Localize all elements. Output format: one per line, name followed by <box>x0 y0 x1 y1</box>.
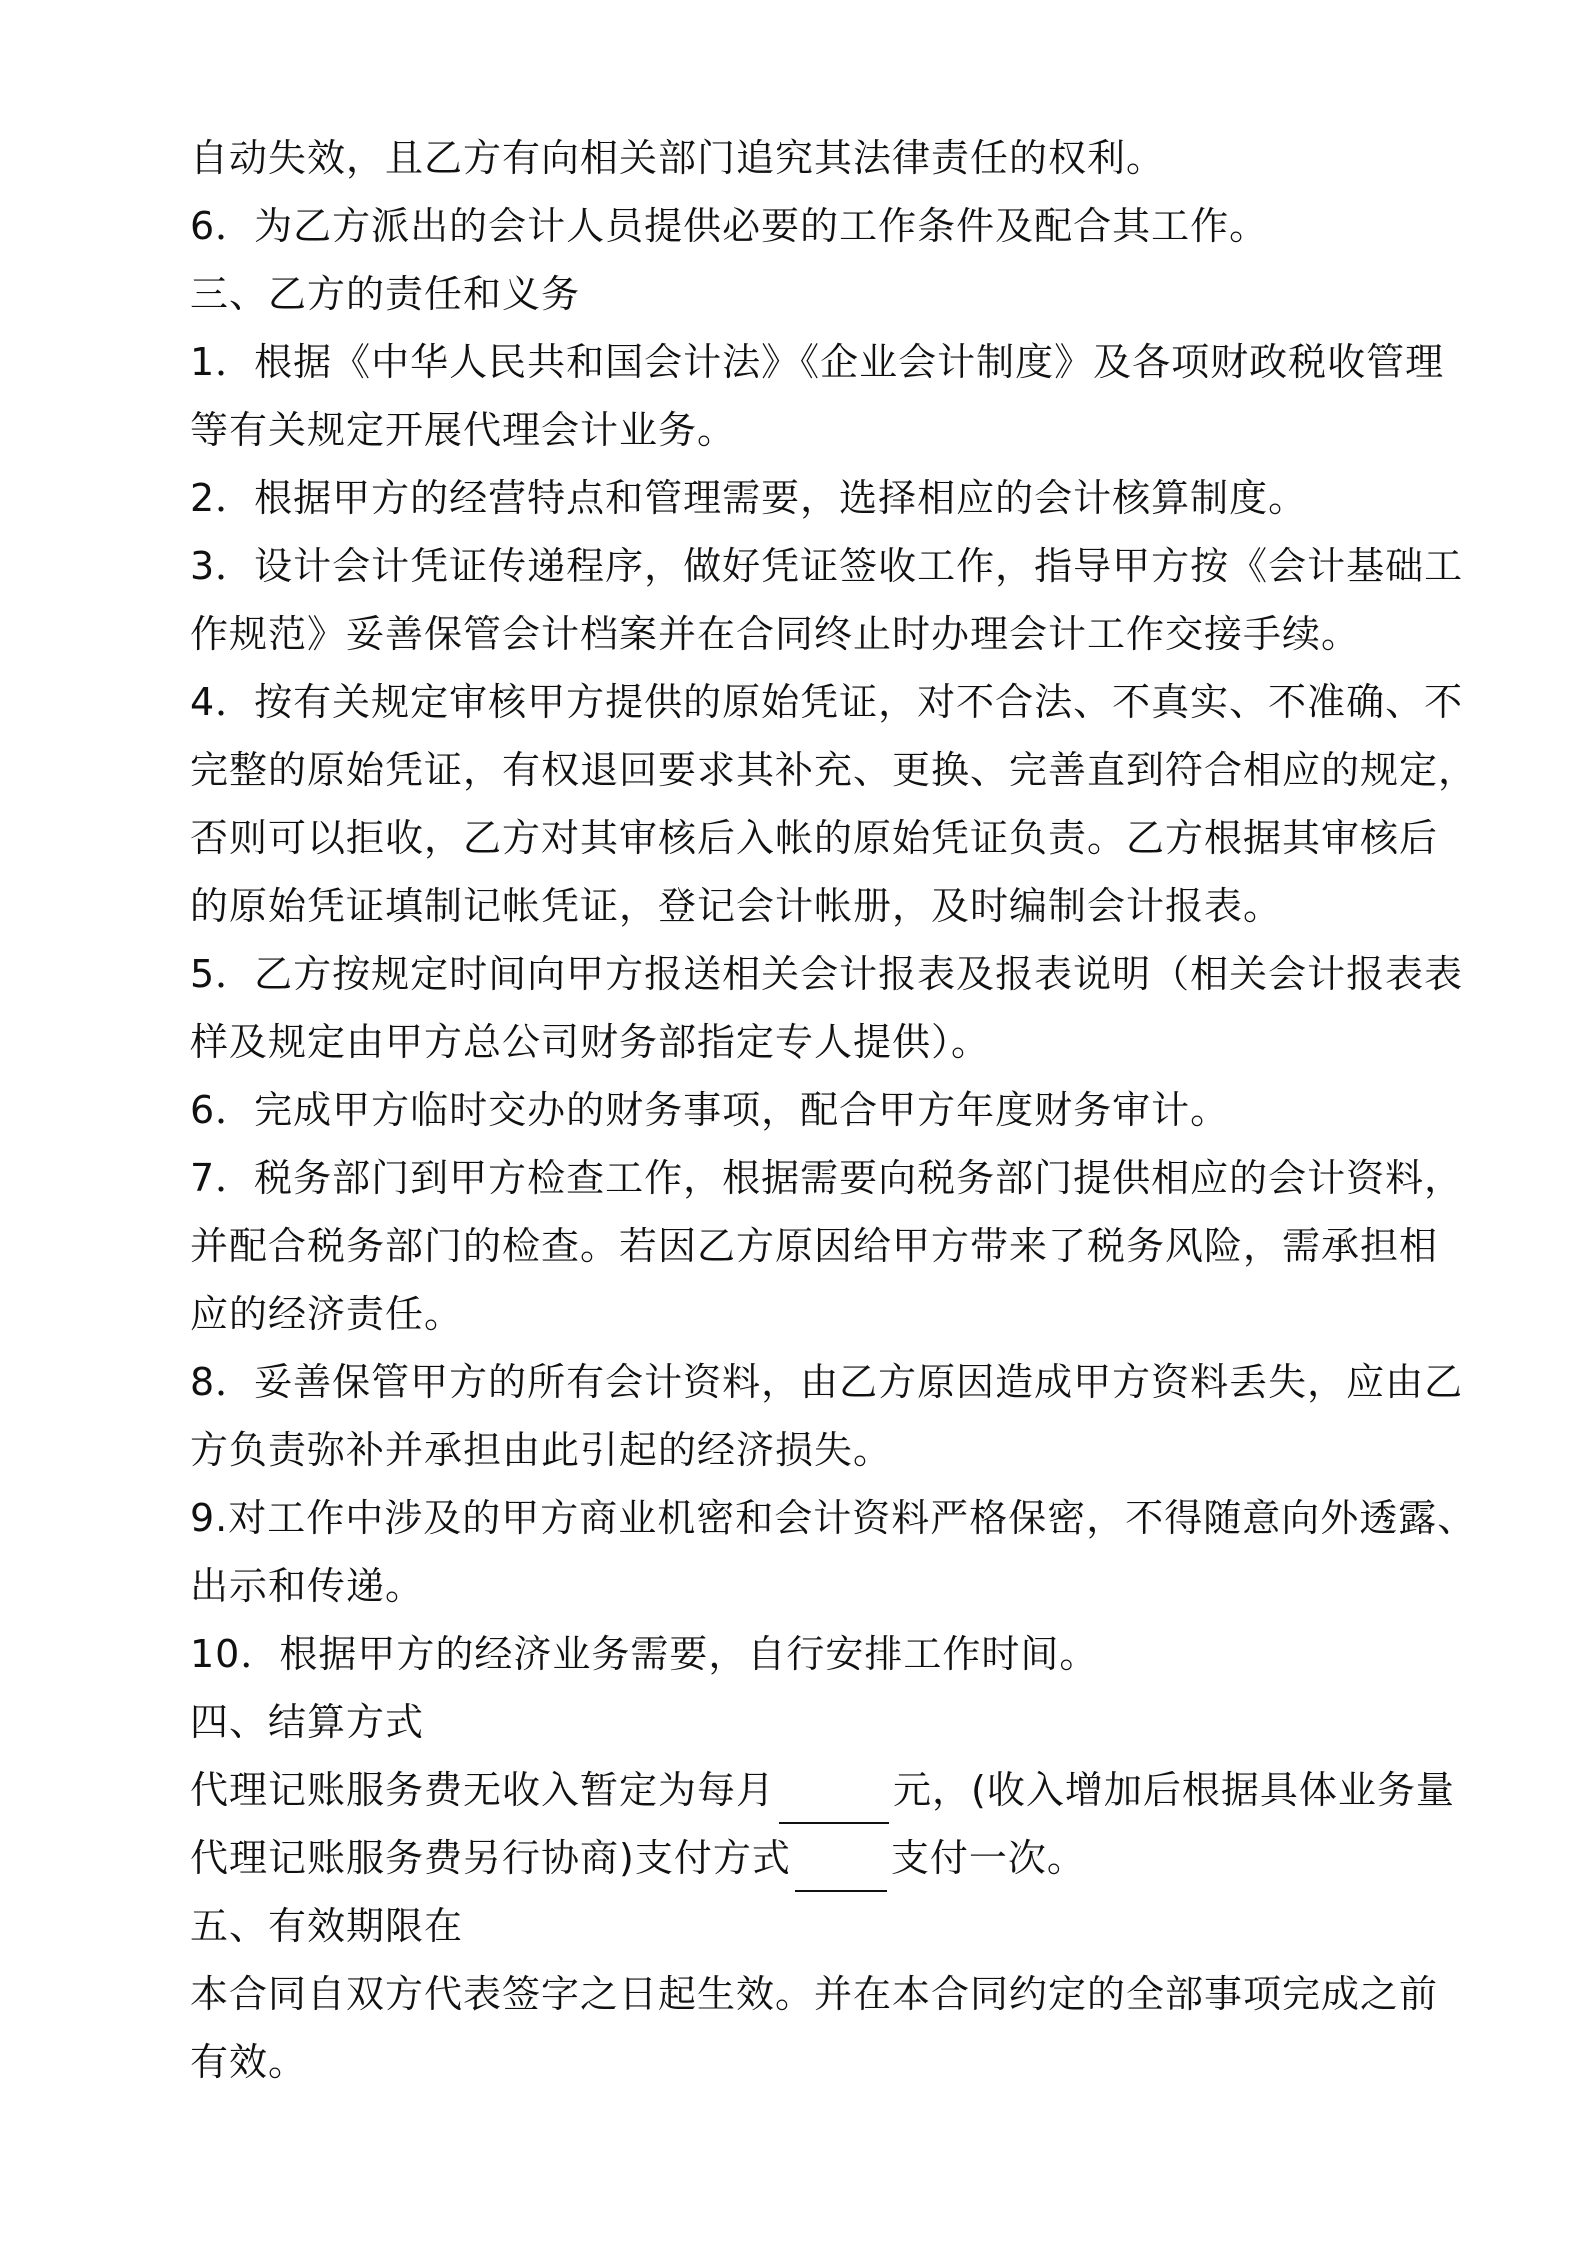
text-line: 6．为乙方派出的会计人员提供必要的工作条件及配合其工作。 <box>190 204 1269 248</box>
text-line: 本合同自双方代表签字之日起生效。并在本合同约定的全部事项完成之前 <box>190 1972 1439 2016</box>
text-line: 4．按有关规定审核甲方提供的原始凭证，对不合法、不真实、不准确、不 <box>190 680 1464 724</box>
settlement-text: 支付一次。 <box>890 1836 1086 1880</box>
text-line: 6．完成甲方临时交办的财务事项，配合甲方年度财务审计。 <box>190 1088 1230 1132</box>
text-line: 10．根据甲方的经济业务需要，自行安排工作时间。 <box>190 1632 1099 1676</box>
payment-method-blank[interactable] <box>795 1838 887 1892</box>
text-line: 并配合税务部门的检查。若因乙方原因给甲方带来了税务风险，需承担相 <box>190 1224 1439 1268</box>
text-line: 等有关规定开展代理会计业务。 <box>190 408 737 452</box>
text-line: 应的经济责任。 <box>190 1292 464 1336</box>
monthly-fee-blank[interactable] <box>779 1770 889 1824</box>
section-heading: 三、乙方的责任和义务 <box>190 272 581 316</box>
text-line: 方负责弥补并承担由此引起的经济损失。 <box>190 1428 893 1472</box>
text-line: 否则可以拒收，乙方对其审核后入帐的原始凭证负责。乙方根据其审核后 <box>190 816 1439 860</box>
contract-body <box>190 124 1478 2096</box>
text-line: 样及规定由甲方总公司财务部指定专人提供）。 <box>190 1020 991 1064</box>
text-line: 7．税务部门到甲方检查工作，根据需要向税务部门提供相应的会计资料， <box>190 1156 1464 1200</box>
text-line: 8．妥善保管甲方的所有会计资料，由乙方原因造成甲方资料丢失，应由乙 <box>190 1360 1464 1404</box>
settlement-text: 元，(收入增加后根据具体业务量 <box>893 1768 1455 1812</box>
text-line: 作规范》妥善保管会计档案并在合同终止时办理会计工作交接手续。 <box>190 612 1361 656</box>
text-line: 2．根据甲方的经营特点和管理需要，选择相应的会计核算制度。 <box>190 476 1308 520</box>
settlement-text: 代理记账服务费另行协商)支付方式 <box>190 1836 791 1880</box>
text-line: 自动失效，且乙方有向相关部门追究其法律责任的权利。 <box>190 136 1166 180</box>
text-line: 3．设计会计凭证传递程序，做好凭证签收工作，指导甲方按《会计基础工 <box>190 544 1464 588</box>
text-line: 出示和传递。 <box>190 1564 425 1608</box>
settlement-line-2 <box>190 1824 1410 1892</box>
section-heading: 四、结算方式 <box>190 1700 425 1744</box>
text-line: 有效。 <box>190 2040 308 2084</box>
text-line: 1．根据《中华人民共和国会计法》《企业会计制度》及各项财政税收管理 <box>190 340 1445 384</box>
text-line: 的原始凭证填制记帐凭证，登记会计帐册，及时编制会计报表。 <box>190 884 1283 928</box>
section-heading: 五、有效期限在 <box>190 1904 464 1948</box>
text-line: 9.对工作中涉及的甲方商业机密和会计资料严格保密，不得随意向外透露、 <box>190 1496 1477 1540</box>
text-line: 5．乙方按规定时间向甲方报送相关会计报表及报表说明（相关会计报表表 <box>190 952 1464 996</box>
settlement-line-1 <box>190 1756 1455 1824</box>
settlement-text: 代理记账服务费无收入暂定为每月 <box>190 1768 776 1812</box>
text-line: 完整的原始凭证，有权退回要求其补充、更换、完善直到符合相应的规定， <box>190 748 1478 792</box>
